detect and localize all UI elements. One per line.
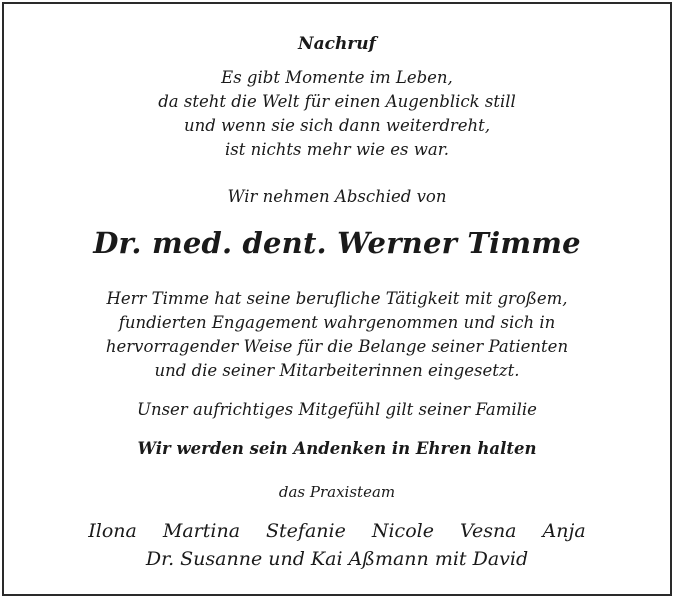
team-name: Ilona <box>88 520 137 542</box>
team-name: Nicole <box>371 520 434 542</box>
team-name: Stefanie <box>266 520 346 542</box>
team-name: Anja <box>542 520 586 542</box>
memory-text: Wir werden sein Andenken in Ehren halten <box>137 439 537 458</box>
heading: Nachruf <box>298 34 376 54</box>
poem-line: da steht die Welt für einen Augenblick still <box>158 92 516 111</box>
intro-text: Wir nehmen Abschied von <box>227 187 447 206</box>
tribute-line: fundierten Engagement wahrgenommen und sich in <box>118 313 556 332</box>
poem-line: ist nichts mehr wie es war. <box>224 140 450 159</box>
team-name: Vesna <box>459 520 517 542</box>
team-names <box>4 520 670 542</box>
tribute-text <box>4 287 670 383</box>
poem-line: Es gibt Momente im Leben, <box>221 68 453 87</box>
sympathy-text: Unser aufrichtiges Mitgefühl gilt seiner Familie <box>137 400 537 419</box>
team-name: Martina <box>162 520 241 542</box>
sender-text: das Praxisteam <box>278 483 396 501</box>
poem <box>4 66 670 162</box>
deceased-name: Dr. med. dent. Werner Timme <box>93 226 581 260</box>
signature-line: Dr. Susanne und Kai Aßmann mit David <box>145 548 529 570</box>
obituary-frame <box>2 2 672 596</box>
poem-line: und wenn sie sich dann weiterdreht, <box>183 116 491 135</box>
tribute-line: hervorragender Weise für die Belange seiner Patienten <box>105 337 569 356</box>
tribute-line: und die seiner Mitarbeiterinnen eingesetzt. <box>154 361 520 380</box>
tribute-line: Herr Timme hat seine berufliche Tätigkeit mit großem, <box>106 289 568 308</box>
